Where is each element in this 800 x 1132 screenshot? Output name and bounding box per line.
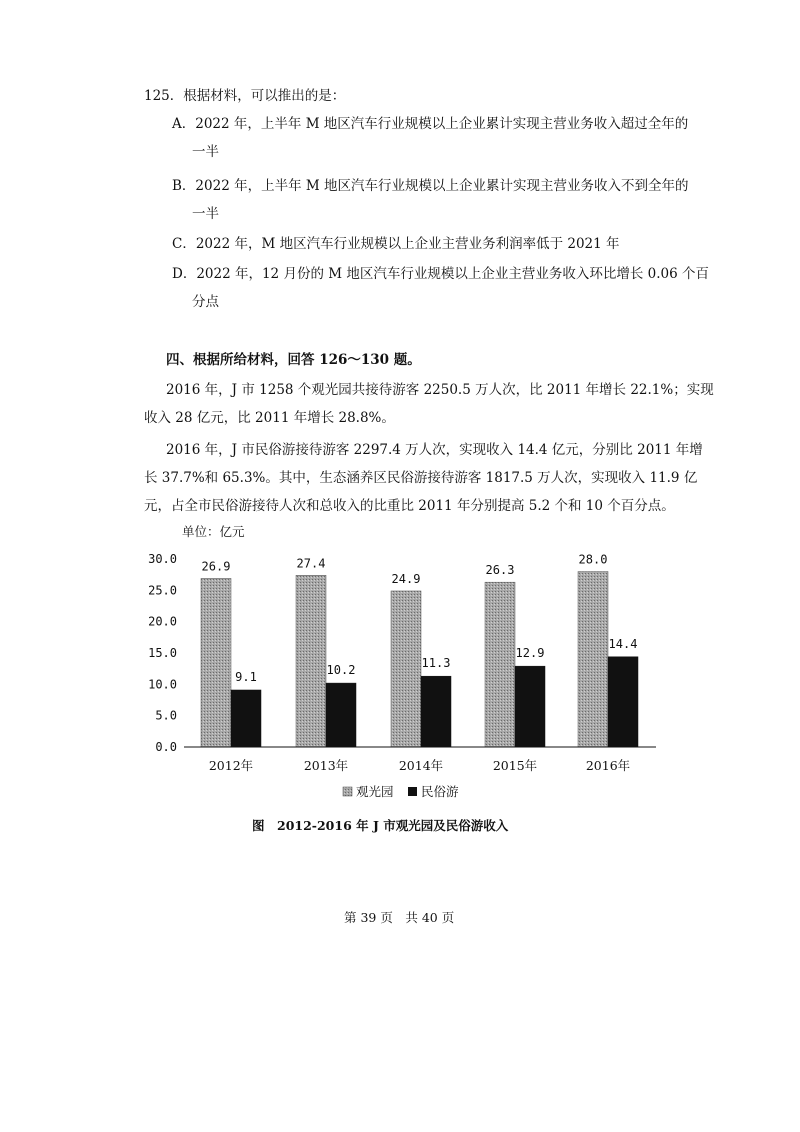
bar-guanguangyuan: [391, 591, 421, 747]
data-label-minsuyou: 9.1: [235, 669, 257, 684]
option-b-line2: 一半: [192, 206, 219, 222]
y-axis: [148, 552, 177, 754]
option-a-line2: 一半: [192, 144, 219, 160]
data-label-guanguangyuan: 28.0: [578, 552, 608, 567]
paragraph-1-line2: 收入 28 亿元，比 2011 年增长 28.8%。: [144, 410, 395, 426]
page-footer: 第 39 页 共 40 页: [344, 910, 455, 925]
x-axis: [209, 758, 630, 773]
y-tick-label: 5.0: [155, 708, 177, 723]
bar-minsuyou: [608, 657, 638, 747]
bar-minsuyou: [515, 666, 545, 747]
bar-guanguangyuan: [578, 572, 608, 747]
option-b-line1: B．2022 年，上半年 M 地区汽车行业规模以上企业累计实现主营业务收入不到全年的: [172, 178, 689, 194]
x-tick-label: 2016年: [585, 758, 631, 773]
y-tick-label: 0.0: [155, 740, 177, 754]
section-heading: 四、根据所给材料，回答 126～130 题。: [166, 352, 421, 368]
option-c-line1: C．2022 年，M 地区汽车行业规模以上企业主营业务利润率低于 2021 年: [172, 236, 620, 252]
x-tick-label: 2014年: [398, 758, 444, 773]
data-label-minsuyou: 11.3: [421, 656, 451, 671]
data-label-guanguangyuan: 26.3: [485, 563, 515, 578]
legend-label-guanguangyuan: 观光园: [356, 784, 394, 799]
legend-label-minsuyou: 民俗游: [421, 784, 459, 799]
data-label-minsuyou: 12.9: [515, 646, 545, 661]
bar-guanguangyuan: [485, 582, 515, 747]
y-tick-label: 25.0: [148, 583, 177, 598]
data-label-guanguangyuan: 24.9: [391, 571, 421, 586]
legend-swatch-guanguangyuan: [343, 787, 352, 796]
bar-minsuyou: [421, 676, 451, 747]
question-125-stem: 125．根据材料，可以推出的是：: [144, 88, 346, 104]
bar-minsuyou: [231, 690, 261, 747]
option-d-line2: 分点: [192, 294, 219, 310]
chart-legend: [343, 784, 459, 799]
paragraph-2-line1: 2016 年，J 市民俗游接待游客 2297.4 万人次，实现收入 14.4 亿元，分别比 2011 年增: [166, 442, 703, 458]
y-tick-label: 15.0: [148, 646, 177, 660]
x-tick-label: 2013年: [303, 758, 349, 773]
chart-unit-label: 单位：亿元: [182, 524, 245, 539]
bar-guanguangyuan: [201, 578, 231, 747]
bar-minsuyou: [326, 683, 356, 747]
data-label-minsuyou: 10.2: [326, 663, 356, 678]
y-tick-label: 30.0: [148, 552, 177, 566]
x-tick-label: 2012年: [208, 758, 254, 773]
y-tick-label: 20.0: [148, 614, 177, 629]
data-label-guanguangyuan: 27.4: [296, 556, 326, 571]
data-label-guanguangyuan: 26.9: [201, 559, 231, 574]
paragraph-2-line2: 长 37.7%和 65.3%。其中，生态涵养区民俗游接待游客 1817.5 万人次，实现收入 11.9 亿: [144, 470, 698, 486]
paragraph-1-line1: 2016 年，J 市 1258 个观光园共接待游客 2250.5 万人次，比 2011 年增长 22.1%；实现: [166, 382, 714, 398]
chart-caption: 图 2012-2016 年 J 市观光园及民俗游收入: [252, 818, 509, 833]
chart-bars: [201, 553, 638, 747]
x-tick-label: 2015年: [492, 758, 538, 773]
bar-guanguangyuan: [296, 575, 326, 747]
y-tick-label: 10.0: [148, 677, 177, 692]
paragraph-2-line3: 元，占全市民俗游接待人次和总收入的比重比 2011 年分别提高 5.2 个和 10 个百分点。: [144, 498, 675, 514]
legend-swatch-minsuyou: [408, 787, 417, 796]
data-label-minsuyou: 14.4: [608, 636, 638, 651]
option-d-line1: D．2022 年，12 月份的 M 地区汽车行业规模以上企业主营业务收入环比增长 0.06 个百: [172, 266, 709, 282]
option-a-line1: A．2022 年，上半年 M 地区汽车行业规模以上企业累计实现主营业务收入超过全年的: [172, 116, 689, 132]
